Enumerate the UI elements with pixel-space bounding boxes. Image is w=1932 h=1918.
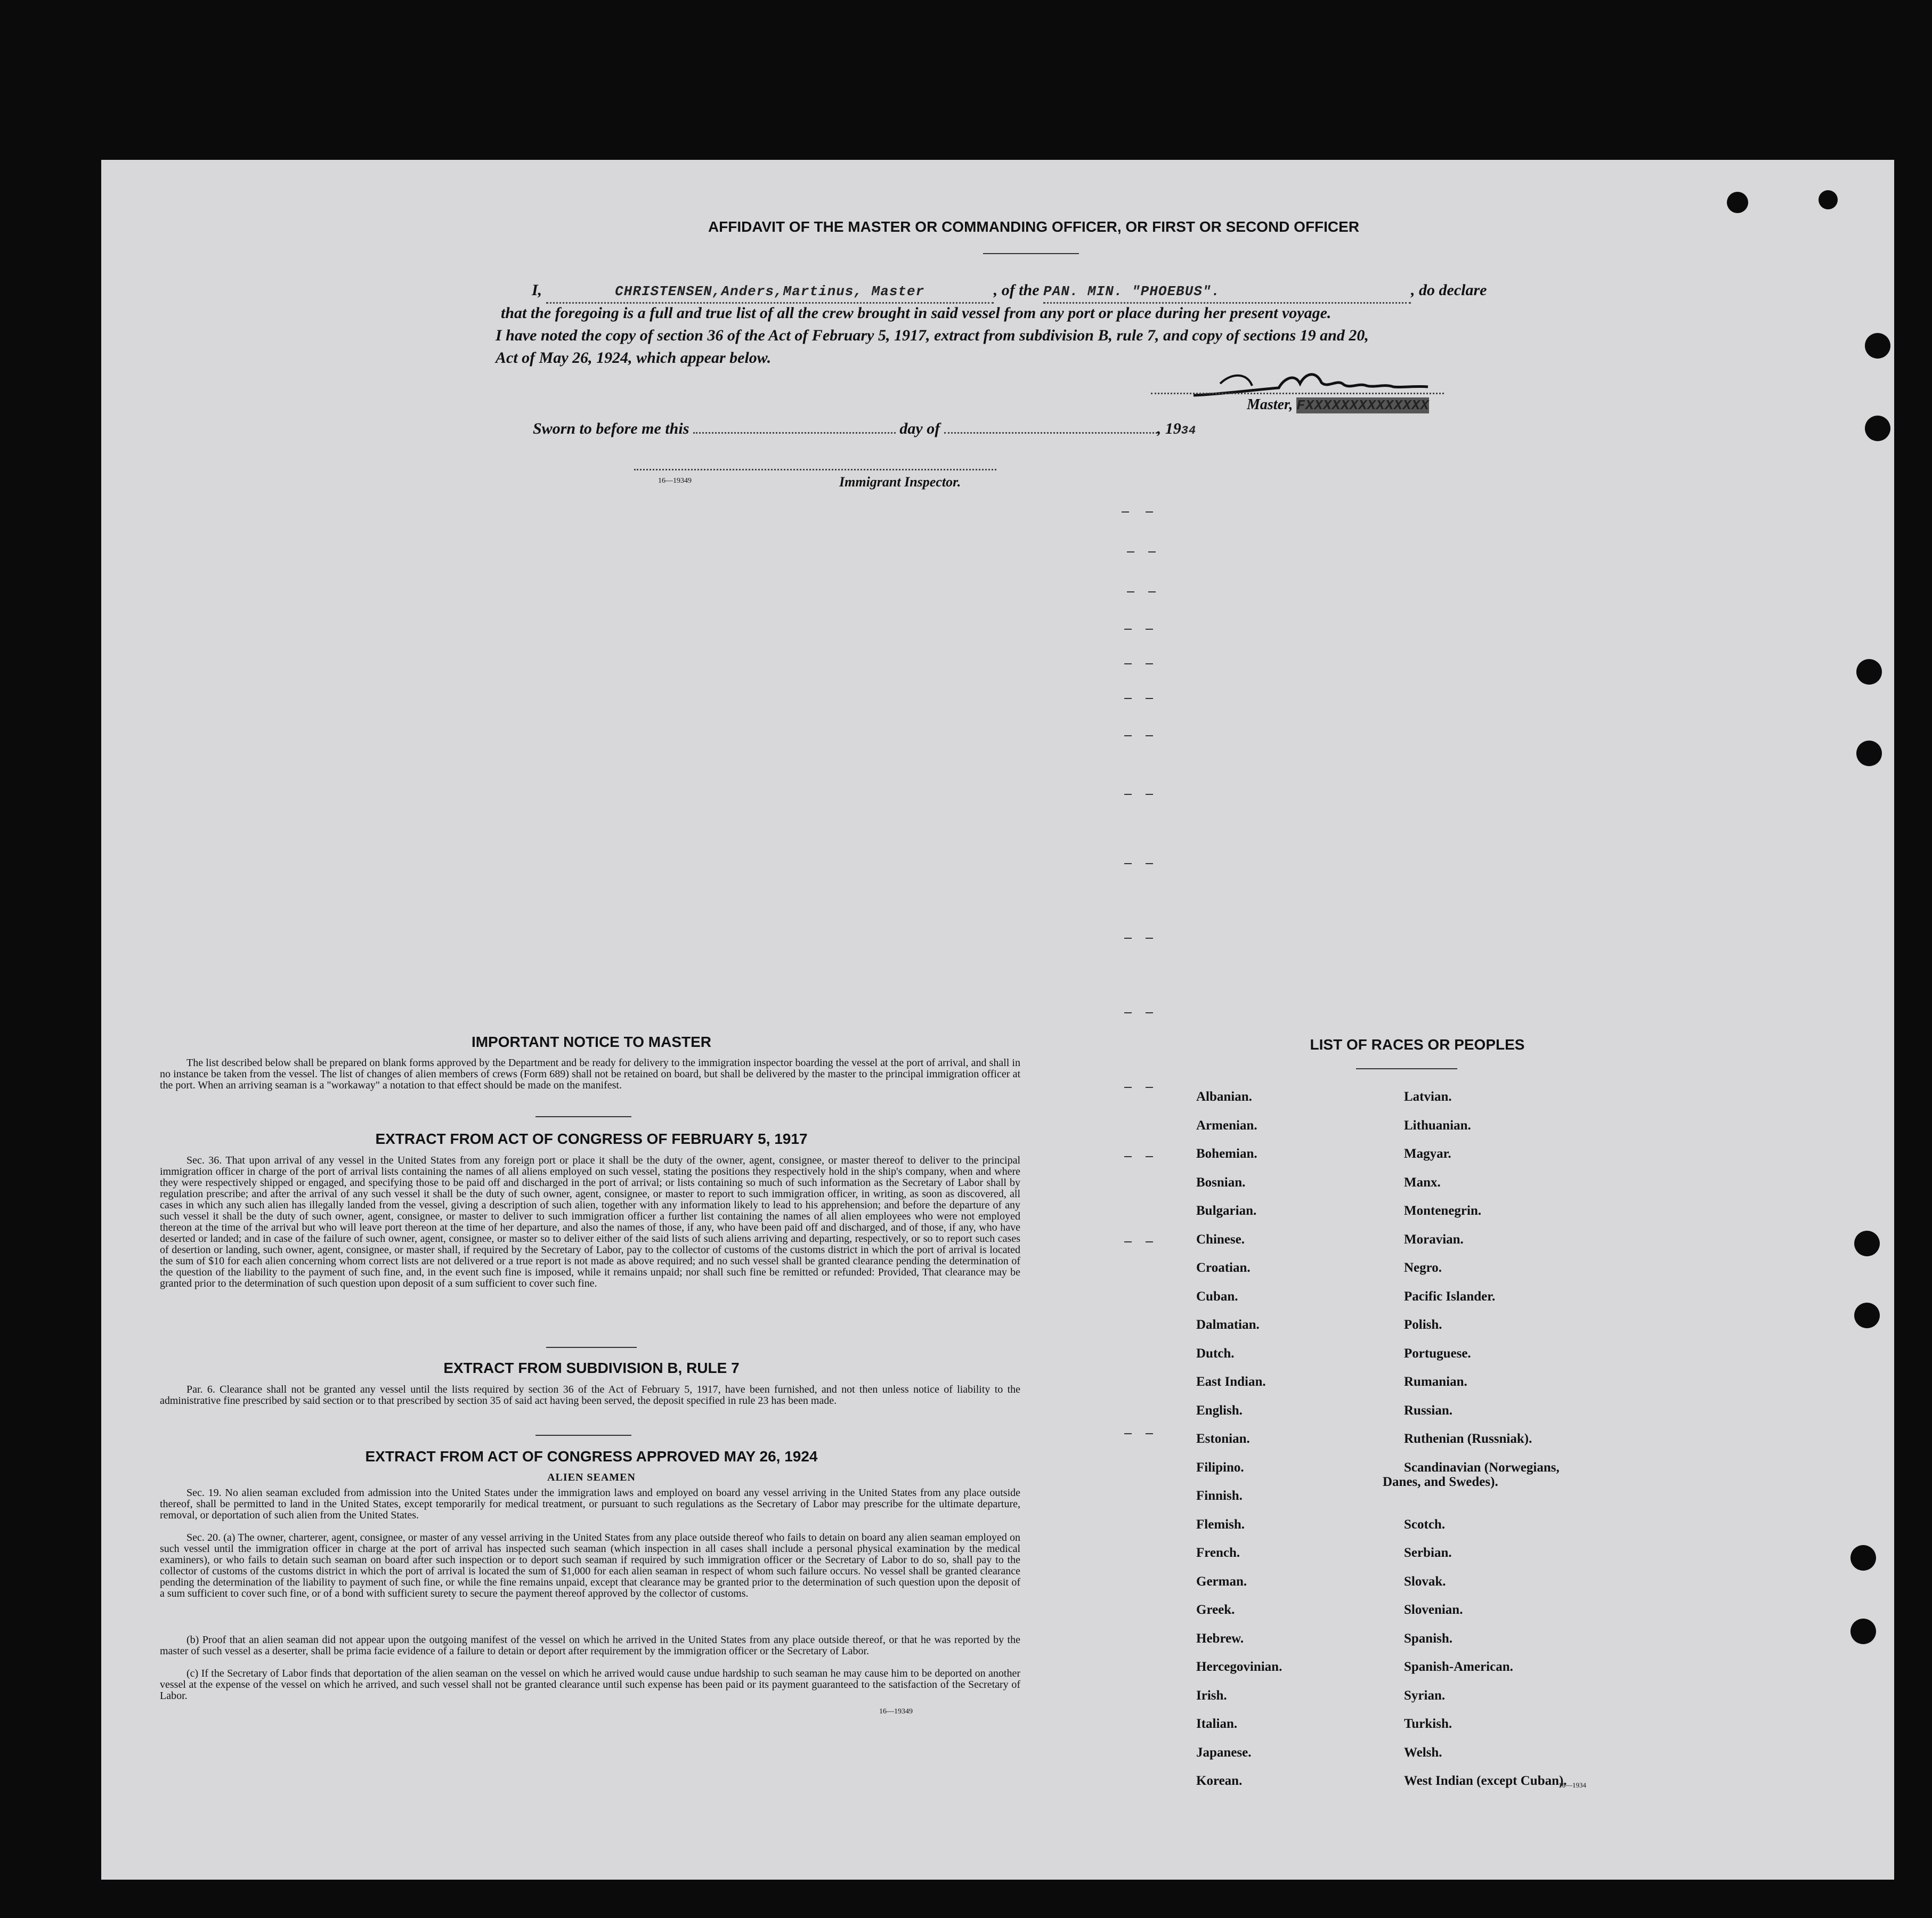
divider bbox=[535, 1435, 631, 1436]
mark bbox=[1146, 1156, 1153, 1157]
race-item-left: Dalmatian. bbox=[1196, 1318, 1260, 1332]
race-item-right: Welsh. bbox=[1404, 1745, 1442, 1760]
mark bbox=[1124, 1087, 1132, 1088]
vessel-name: PAN. MIN. "PHOEBUS". bbox=[1043, 283, 1221, 299]
mark bbox=[1146, 1433, 1153, 1434]
mark bbox=[1146, 511, 1153, 513]
divider bbox=[983, 253, 1079, 254]
day-of-label: day of bbox=[899, 420, 940, 437]
year-suffix: 34 bbox=[1181, 424, 1197, 437]
mark bbox=[1127, 551, 1134, 552]
race-item-right: Turkish. bbox=[1404, 1717, 1452, 1731]
extract-1917-text: Sec. 36. That upon arrival of any vessel in the United States from any foreign port or place it shall be the duty of the owner, agent, consignee, or master thereof to deliver to the principal immigration officer in charge of the port of arrival lists containing the names of all aliens employed on such vessel, stating the positions they respectively hold in the ship's company, when and where they were respectively shipped or engaged, and specifying those to be paid off and discharged in the port of arrival; or lists containing so much of such information as the Secretary of Labor shall by regulation prescribe; and after the arrival of any such vessel it shall be the duty of such owner, agent, consignee, or master to report to such immigration officer, in writing, as soon as discovered, all cases in which any such alien has illegally landed from the vessel, giving a description of such alien, together with any information likely to lead to his apprehension; and before the departure of any such vessel it shall be the duty of such owner, agent, consignee, or master to deliver to such immigration officer a further list containing the names of all alien employees who were not employed thereon at the time of the arrival but who will leave port thereon at the time of her departure, and also the names of those, if any, who have been paid off and discharged, and of those, if any, who have deserted or landed; and in case of the failure of such owner, agent, consignee, or master so to deliver either of the said lists of such aliens arriving and departing, respectively, or so to report such cases of desertion or landing, such owner, agent, consignee, or master shall, if required by the Secretary of Labor, pay to the collector of customs of the customs district in which the port of arrival is located the sum of $10 for each alien concerning whom correct lists are not delivered or a true report is not made as above required; and no such vessel shall be granted clearance pending the determination of the question of the liability to the payment of such fine, and, in the event such fine is imposed, while it remains unpaid; nor shall such fine be remitted or refunded: Provided, That clearance may be granted prior to the determination of such question upon deposit of a sum sufficient to cover such fine. bbox=[160, 1155, 1020, 1289]
sec20c-text: (c) If the Secretary of Labor finds that deportation of the alien seaman on the vessel on which he arrived would cause undue hardship to such seaman he may cause him to be deported on another vessel at the expense of the vessel on which he arrived, and such vessel shall not be granted clearance until such expense has been paid or its payment guaranteed to the satisfaction of the Secretary of Labor. bbox=[160, 1668, 1020, 1702]
master-label: Master, bbox=[1247, 396, 1293, 413]
race-item-right: Negro. bbox=[1404, 1261, 1442, 1275]
punch-hole bbox=[1865, 416, 1890, 441]
race-item-right: Spanish. bbox=[1404, 1631, 1453, 1646]
mark bbox=[1146, 1087, 1153, 1088]
form-number-top: 16—19349 bbox=[658, 477, 692, 485]
race-item-right: Magyar. bbox=[1404, 1147, 1451, 1161]
race-item-right: Slovenian. bbox=[1404, 1603, 1463, 1617]
race-item-right: Montenegrin. bbox=[1404, 1204, 1482, 1218]
mark bbox=[1146, 629, 1153, 630]
rule7-text: Par. 6. Clearance shall not be granted any vessel until the lists required by section 36 of the Act of February 5, 1917, have been furnished, and not then unless notice of liability to the administrative fine prescribed by said section or to that prescribed by section 35 of said act having been served, the deposit specified in rule 23 has been made. bbox=[160, 1384, 1020, 1407]
affidavit-line-2: that the foregoing is a full and true list of all the crew brought in said vessel from any port or place during her present voyage. bbox=[501, 304, 1332, 322]
sworn-line bbox=[533, 418, 1196, 442]
punch-hole bbox=[1850, 1619, 1876, 1644]
form-number-bottom: 16—19349 bbox=[879, 1708, 913, 1716]
race-item-left: Finnish. bbox=[1196, 1489, 1243, 1503]
race-item-right: Serbian. bbox=[1404, 1546, 1452, 1560]
race-item-left: East Indian. bbox=[1196, 1375, 1266, 1389]
punch-hole bbox=[1850, 1545, 1876, 1571]
race-item-left: Croatian. bbox=[1196, 1261, 1251, 1275]
punch-hole bbox=[1865, 333, 1890, 359]
race-item-right: Scandinavian (Norwegians, bbox=[1404, 1460, 1560, 1475]
race-item-left: Japanese. bbox=[1196, 1745, 1252, 1760]
race-item-left: Italian. bbox=[1196, 1717, 1238, 1731]
race-item-left: Bohemian. bbox=[1196, 1147, 1257, 1161]
race-item-right: Lithuanian. bbox=[1404, 1118, 1471, 1133]
master-title bbox=[1247, 394, 1429, 416]
of-the-label: , of the bbox=[993, 281, 1040, 299]
mark bbox=[1146, 863, 1153, 864]
mark bbox=[1124, 938, 1132, 939]
race-item-right: Syrian. bbox=[1404, 1688, 1446, 1703]
mark bbox=[1124, 735, 1132, 736]
inspector-label: Immigrant Inspector. bbox=[839, 474, 961, 490]
mark bbox=[1124, 663, 1132, 664]
affidavit-title: AFFIDAVIT OF THE MASTER OR COMMANDING OFFICER, OR FIRST OR SECOND OFFICER bbox=[708, 218, 1360, 235]
affidavit-line-3: I have noted the copy of section 36 of the Act of February 5, 1917, extract from subdivision B, rule 7, and copy of sections 19 and 20, bbox=[496, 327, 1369, 344]
mark bbox=[1124, 1156, 1132, 1157]
mark bbox=[1124, 1012, 1132, 1013]
mark bbox=[1124, 629, 1132, 630]
race-item-right: Latvian. bbox=[1404, 1090, 1452, 1104]
mark bbox=[1124, 863, 1132, 864]
mark bbox=[1146, 663, 1153, 664]
race-item-left: Armenian. bbox=[1196, 1118, 1257, 1133]
race-item-left: Cuban. bbox=[1196, 1289, 1238, 1304]
race-item-left: French. bbox=[1196, 1546, 1240, 1560]
extract-1917-title: EXTRACT FROM ACT OF CONGRESS OF FEBRUARY 5, 1917 bbox=[375, 1131, 808, 1147]
race-item-left: Irish. bbox=[1196, 1688, 1227, 1703]
race-item-scandinavian-cont: Danes, and Swedes). bbox=[1383, 1475, 1498, 1489]
race-item-left: Dutch. bbox=[1196, 1346, 1235, 1361]
year-prefix: , 19 bbox=[1157, 420, 1181, 437]
races-title: LIST OF RACES OR PEOPLES bbox=[1310, 1036, 1525, 1053]
punch-hole bbox=[1854, 1303, 1880, 1328]
rule7-title: EXTRACT FROM SUBDIVISION B, RULE 7 bbox=[443, 1360, 740, 1376]
sec20b-text: (b) Proof that an alien seaman did not appear upon the outgoing manifest of the vessel on which he arrived in the United States from any place outside thereof, or that he was reported by the master of such vessel as a deserter, shall be prima facie evidence of a failure to detain or deport after requirement by the immigration officer or the Secretary of Labor. bbox=[160, 1634, 1020, 1657]
sec20a-text: Sec. 20. (a) The owner, charterer, agent, consignee, or master of any vessel arriving in the United States from any place outside thereof who fails to detain on board any alien seaman employed on such vessel until the immigration officer in charge at the port of arrival has inspected such seaman (which inspection in all cases shall include a personal physical examination by the medical examiners), or who fails to detain such seaman on board after such inspection or to deport such seaman if required by such immigration officer or the Secretary of Labor to do so, shall pay to the collector of customs of the customs district in which the port of arrival is located the sum of $1,000 for each alien seaman in respect of whom such failure occurs. No vessel shall be granted clearance pending the determination of the liability to payment of such fine, or while the fine remains unpaid, except that clearance may be granted prior to the determination of such question upon the deposit of a sum sufficient to cover such fine, or of a bond with sufficient surety to secure the payment thereof approved by the collector of customs. bbox=[160, 1532, 1020, 1599]
alien-seamen-subtitle: ALIEN SEAMEN bbox=[547, 1472, 636, 1483]
race-item-left: German. bbox=[1196, 1574, 1247, 1589]
race-item-right: Scotch. bbox=[1404, 1517, 1446, 1532]
divider bbox=[1356, 1068, 1457, 1069]
mark bbox=[1148, 591, 1156, 592]
sworn-label: Sworn to before me this bbox=[533, 420, 689, 437]
notice-text: The list described below shall be prepared on blank forms approved by the Department and be ready for delivery to the immigration inspector boarding the vessel at the port of arrival, and shall in no instance be taken from the vessel. The list of changes of alien members of crews (Form 689) shall not be retained on board, but shall be delivered by the master to the principal immigration officer at the port. When an arriving seaman is a "workaway" a notation to that effect should be made on the manifest. bbox=[160, 1057, 1020, 1091]
divider bbox=[546, 1347, 637, 1348]
form-page bbox=[101, 160, 1894, 1880]
race-item-left: Bosnian. bbox=[1196, 1175, 1246, 1190]
race-item-left: English. bbox=[1196, 1403, 1243, 1418]
mark bbox=[1124, 698, 1132, 699]
notice-title: IMPORTANT NOTICE TO MASTER bbox=[471, 1034, 712, 1050]
race-item-right: Portuguese. bbox=[1404, 1346, 1471, 1361]
punch-hole bbox=[1819, 190, 1838, 209]
race-item-left: Estonian. bbox=[1196, 1432, 1250, 1446]
sec19-text: Sec. 19. No alien seaman excluded from admission into the United States under the immigration laws and employed on board any vessel arriving in the United States from any place outside thereof, shall be permitted to land in the United States, except temporarily for medical treatment, or pursuant to such regulations as the Secretary of Labor may prescribe for the ultimate departure, removal, or deportation of such alien from the United States. bbox=[160, 1487, 1020, 1521]
form-number-races: 16—1934 bbox=[1558, 1781, 1586, 1789]
race-item-right: Russian. bbox=[1404, 1403, 1453, 1418]
affidavit-line-4: Act of May 26, 1924, which appear below. bbox=[496, 349, 772, 367]
mark bbox=[1127, 591, 1134, 592]
master-struck-text: FXXXXXXXXXXXXXX bbox=[1296, 397, 1430, 413]
punch-hole bbox=[1727, 192, 1748, 213]
mark bbox=[1122, 511, 1129, 513]
punch-hole bbox=[1856, 659, 1882, 685]
mark bbox=[1146, 698, 1153, 699]
race-item-left: Chinese. bbox=[1196, 1232, 1245, 1247]
inspector-signature-line bbox=[634, 469, 996, 470]
race-item-right: Ruthenian (Russniak). bbox=[1404, 1432, 1532, 1446]
race-item-left: Filipino. bbox=[1196, 1460, 1244, 1475]
mark bbox=[1146, 735, 1153, 736]
do-declare-label: , do declare bbox=[1411, 281, 1487, 299]
race-item-right: Pacific Islander. bbox=[1404, 1289, 1496, 1304]
race-item-right: Polish. bbox=[1404, 1318, 1442, 1332]
extract-1924-title: EXTRACT FROM ACT OF CONGRESS APPROVED MAY 26, 1924 bbox=[365, 1448, 818, 1465]
race-item-left: Hercegovinian. bbox=[1196, 1660, 1282, 1674]
race-item-left: Bulgarian. bbox=[1196, 1204, 1257, 1218]
affidavit-line-1 bbox=[532, 280, 1597, 304]
race-item-right: Rumanian. bbox=[1404, 1375, 1467, 1389]
race-item-left: Albanian. bbox=[1196, 1090, 1252, 1104]
race-item-right: Manx. bbox=[1404, 1175, 1441, 1190]
mark bbox=[1146, 794, 1153, 795]
master-name: CHRISTENSEN,Anders,Martinus, Master bbox=[615, 283, 925, 299]
punch-hole bbox=[1856, 741, 1882, 766]
race-item-left: Flemish. bbox=[1196, 1517, 1245, 1532]
mark bbox=[1124, 1433, 1132, 1434]
race-item-right: West Indian (except Cuban). bbox=[1404, 1774, 1567, 1788]
race-item-right: Spanish-American. bbox=[1404, 1660, 1513, 1674]
affidavit-i: I, bbox=[532, 281, 542, 299]
mark bbox=[1146, 938, 1153, 939]
mark bbox=[1148, 551, 1156, 552]
mark bbox=[1146, 1241, 1153, 1242]
race-item-right: Moravian. bbox=[1404, 1232, 1464, 1247]
divider bbox=[535, 1116, 631, 1117]
race-item-left: Hebrew. bbox=[1196, 1631, 1244, 1646]
race-item-left: Korean. bbox=[1196, 1774, 1243, 1788]
mark bbox=[1124, 794, 1132, 795]
punch-hole bbox=[1854, 1231, 1880, 1256]
mark bbox=[1124, 1241, 1132, 1242]
race-item-right: Slovak. bbox=[1404, 1574, 1446, 1589]
race-item-left: Greek. bbox=[1196, 1603, 1235, 1617]
mark bbox=[1146, 1012, 1153, 1013]
